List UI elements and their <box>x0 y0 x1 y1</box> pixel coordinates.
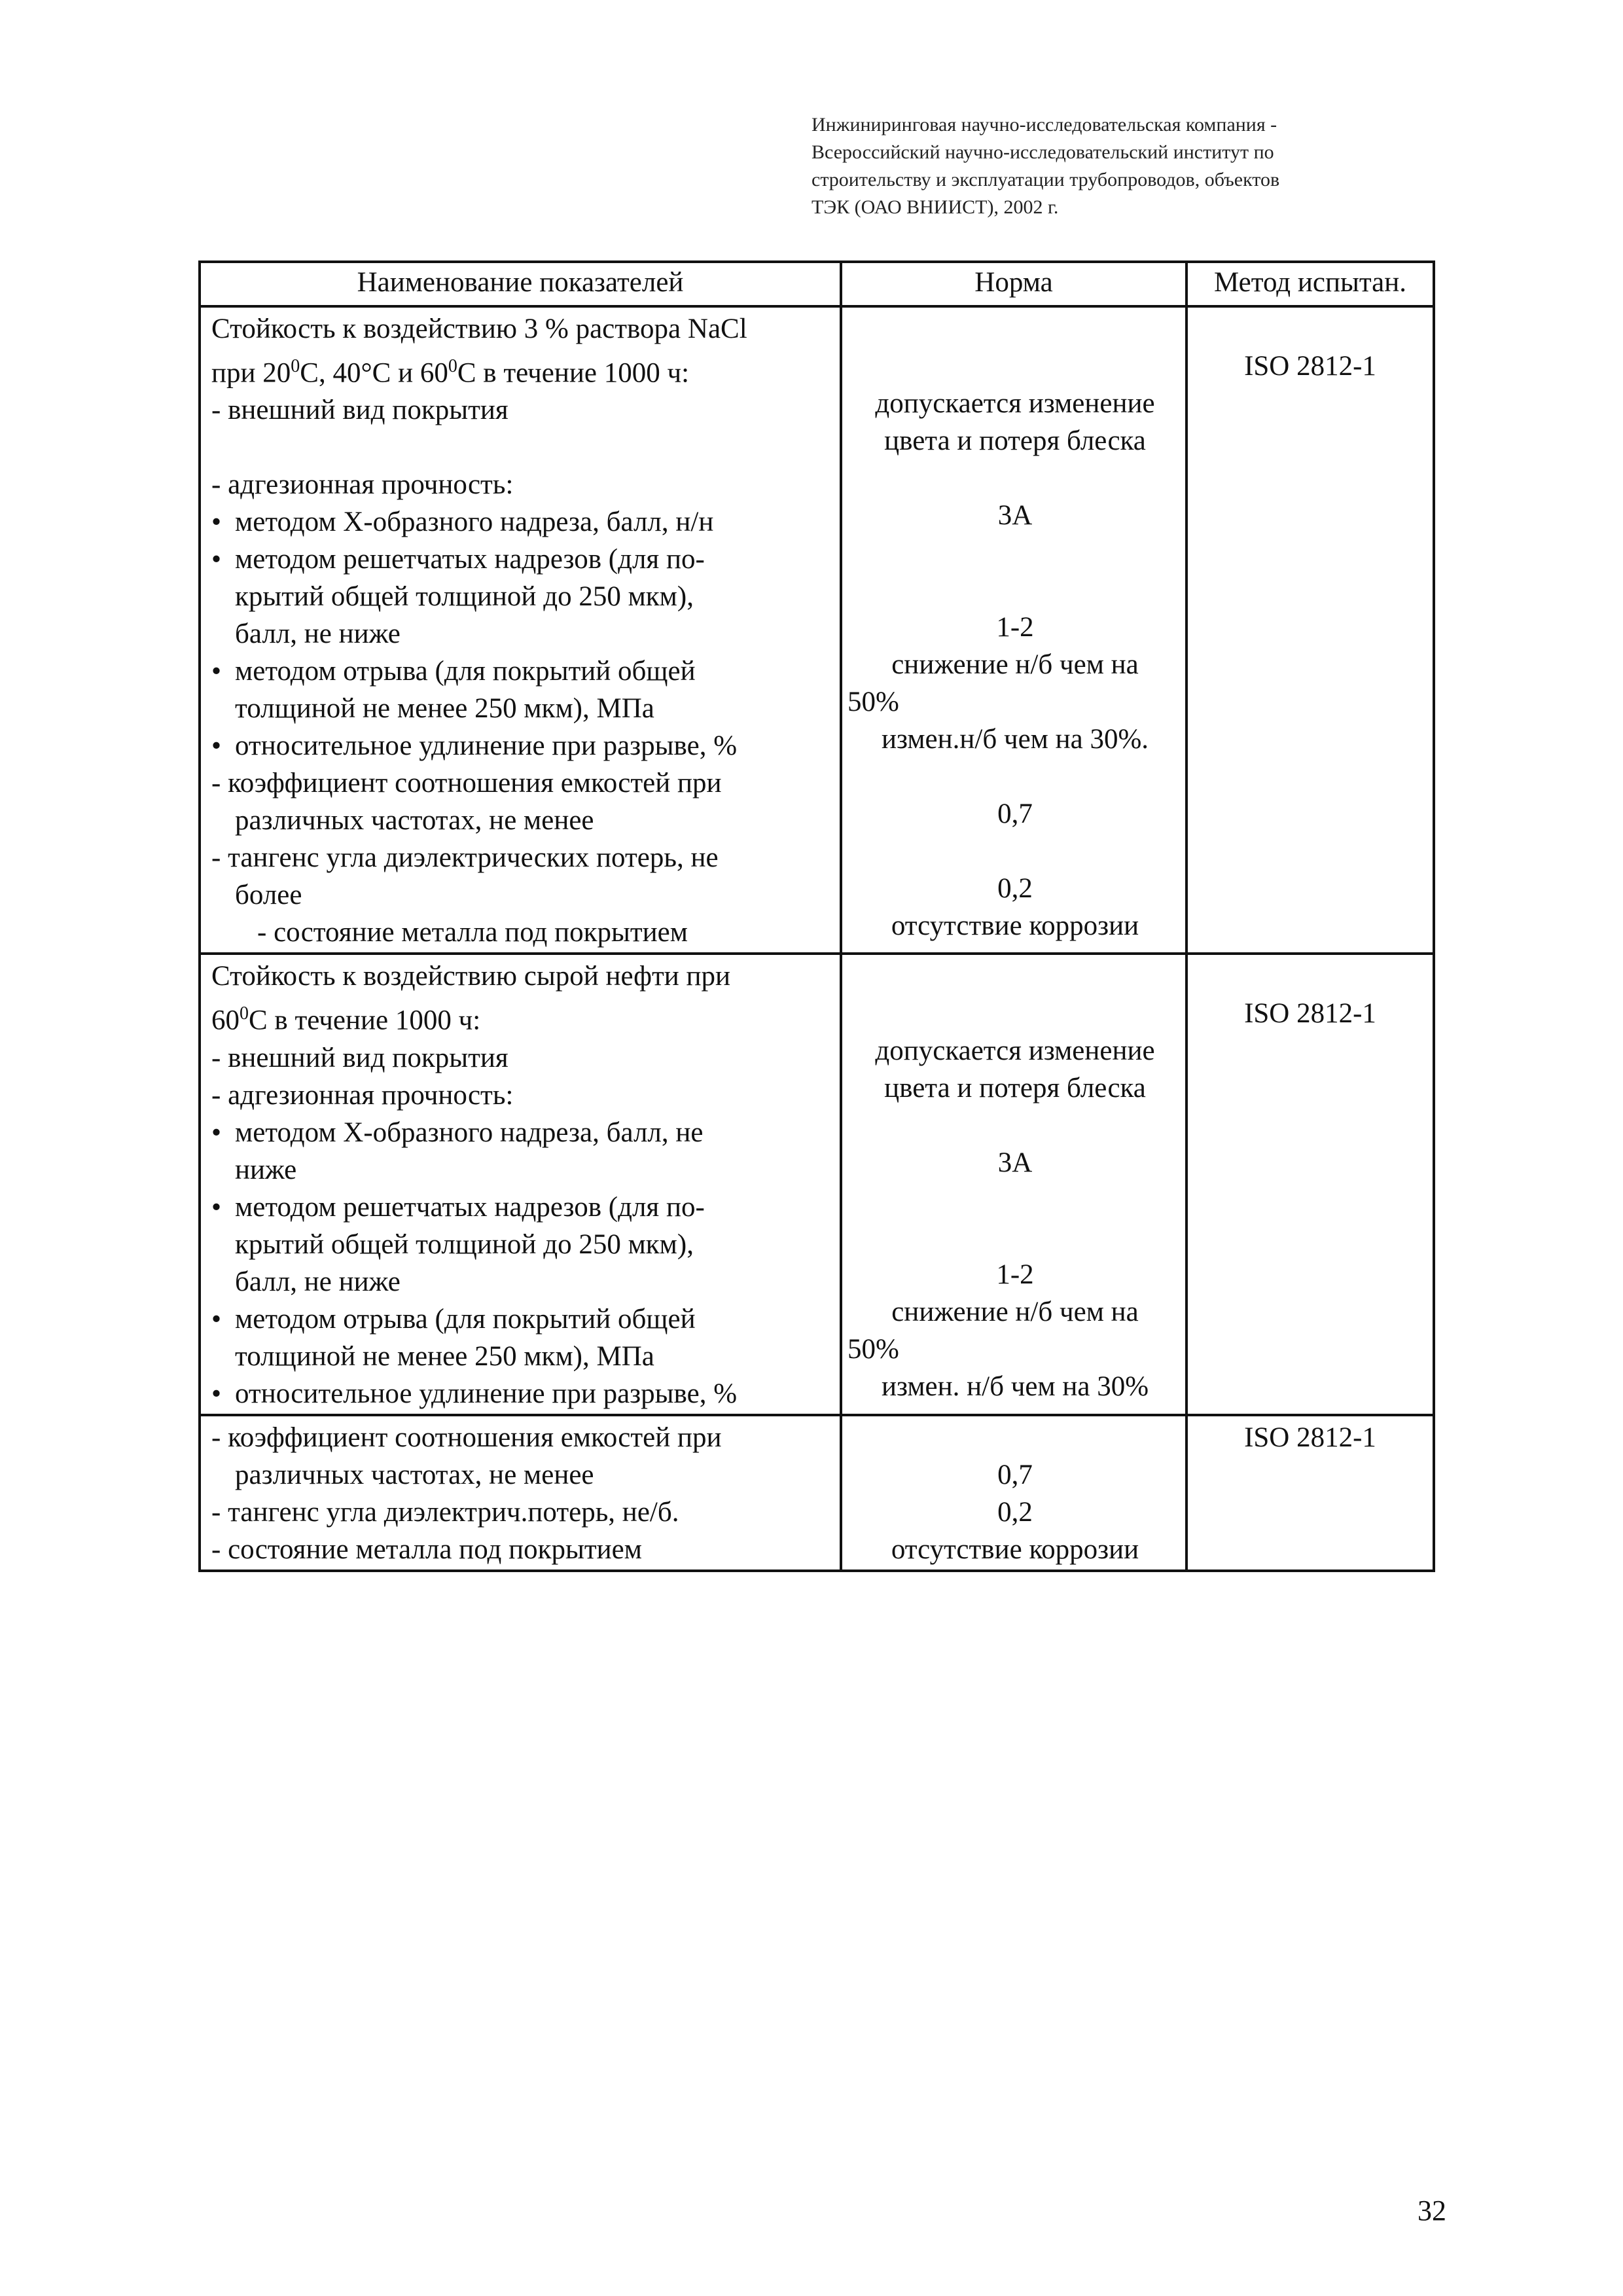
row-title-conditions: $60^0С$ в течение 1000 ч: <box>211 1003 481 1036</box>
list-item: различных частотах, не менее <box>235 1459 594 1490</box>
norm-value: 0,7 <box>997 798 1033 829</box>
norm-value: 3А <box>997 500 1033 531</box>
norm-cell <box>841 1415 1186 1571</box>
norm-value: 50% <box>847 1334 899 1365</box>
indicator-cell <box>200 306 841 954</box>
norm-value: снижение н/б чем на <box>891 1297 1139 1328</box>
norm-value: 3А <box>997 1147 1033 1179</box>
list-item: крытий общей толщиной до 250 мкм), <box>235 581 694 613</box>
list-item: • методом Х-образного надреза, балл, н/н <box>211 503 836 541</box>
table-row <box>200 1415 1434 1571</box>
list-item: - состояние металла под покрытием <box>211 1534 642 1565</box>
list-item: более <box>235 880 302 911</box>
row-title: Стойкость к воздействию 3 % раствора NaCl <box>211 314 747 344</box>
list-item: • методом решетчатых надрезов (для по- <box>211 1189 836 1226</box>
list-item: • относительное удлинение при разрыве, % <box>211 1375 836 1412</box>
norm-value: 0,2 <box>997 1496 1033 1528</box>
norm-value: 0,7 <box>997 1459 1033 1490</box>
norm-value: 0,2 <box>997 873 1033 904</box>
list-item: различных частотах, не менее <box>235 805 594 836</box>
norm-value: 1-2 <box>996 1259 1034 1291</box>
document-header <box>812 111 1466 221</box>
norm-value: отсутствие коррозии <box>891 910 1139 941</box>
column-header-norm: Норма <box>841 262 1186 306</box>
page-number: 32 <box>1418 2195 1446 2227</box>
method-cell <box>1186 954 1434 1414</box>
row-title-conditions: при $20^0С$, 40°С и $60^0С$ в течение 1000 ч: <box>211 356 690 389</box>
norm-cell <box>841 306 1186 954</box>
table-row <box>200 954 1434 1414</box>
norm-value: цвета и потеря блеска <box>884 1073 1146 1104</box>
indicator-cell <box>200 1415 841 1571</box>
list-item: - внешний вид покрытия <box>211 395 508 426</box>
header-line-1: Инжиниринговая научно-исследовательская компания - <box>812 114 1277 135</box>
method-value: ISO 2812-1 <box>1244 351 1376 382</box>
column-header-indicator: Наименование показателей <box>200 262 841 306</box>
list-item: - состояние металла под покрытием <box>257 917 688 948</box>
norm-cell <box>841 954 1186 1414</box>
norm-value: отсутствие коррозии <box>891 1534 1139 1565</box>
norm-value: измен.н/б чем на 30%. <box>881 724 1149 755</box>
method-value: ISO 2812-1 <box>1244 1422 1376 1453</box>
method-cell <box>1186 1415 1434 1571</box>
norm-value: 50% <box>847 687 899 717</box>
list-item: - коэффициент соотношения емкостей при <box>211 768 722 799</box>
method-cell <box>1186 306 1434 954</box>
list-item: • методом отрыва (для покрытий общей <box>211 1300 836 1338</box>
indicator-cell <box>200 954 841 1414</box>
norm-value: измен. н/б чем на 30% <box>881 1371 1149 1403</box>
norm-value: допускается изменение <box>875 388 1155 419</box>
table-header-row <box>200 262 1434 306</box>
list-item: • методом Х-образного надреза, балл, не <box>211 1114 836 1151</box>
list-item: крытий общей толщиной до 250 мкм), <box>235 1229 694 1260</box>
column-header-method: Метод испытан. <box>1186 262 1434 306</box>
list-item: балл, не ниже <box>235 619 401 650</box>
norm-value: допускается изменение <box>875 1035 1155 1067</box>
norm-value: цвета и потеря блеска <box>884 425 1146 456</box>
list-item: толщиной не менее 250 мкм), МПа <box>235 1340 654 1372</box>
spec-table <box>198 260 1435 1572</box>
norm-value: снижение н/б чем на <box>891 649 1139 680</box>
list-item: - адгезионная прочность: <box>211 1079 514 1111</box>
list-item: толщиной не менее 250 мкм), МПа <box>235 693 654 725</box>
list-item: • методом решетчатых надрезов (для по- <box>211 541 836 578</box>
list-item: балл, не ниже <box>235 1266 401 1297</box>
list-item: - тангенс угла диэлектрич.потерь, не/б. <box>211 1496 679 1528</box>
header-line-4: ТЭК (ОАО ВНИИСТ), 2002 г. <box>812 196 1059 218</box>
list-item: • методом отрыва (для покрытий общей <box>211 653 836 690</box>
list-item: ниже <box>235 1154 297 1185</box>
method-value: ISO 2812-1 <box>1244 998 1376 1030</box>
list-item: - внешний вид покрытия <box>211 1042 508 1073</box>
list-item: - коэффициент соотношения емкостей при <box>211 1422 722 1453</box>
header-line-2: Всероссийский научно-исследовательский институт по <box>812 141 1274 163</box>
header-line-3: строительству и эксплуатации трубопроводов, объектов <box>812 169 1280 190</box>
list-item: - адгезионная прочность: <box>211 469 514 501</box>
row-title: Стойкость к воздействию сырой нефти при <box>211 961 731 992</box>
table-row <box>200 306 1434 954</box>
norm-value: 1-2 <box>996 612 1034 643</box>
list-item: - тангенс угла диэлектрических потерь, не <box>211 842 719 874</box>
list-item: • относительное удлинение при разрыве, % <box>211 727 836 764</box>
